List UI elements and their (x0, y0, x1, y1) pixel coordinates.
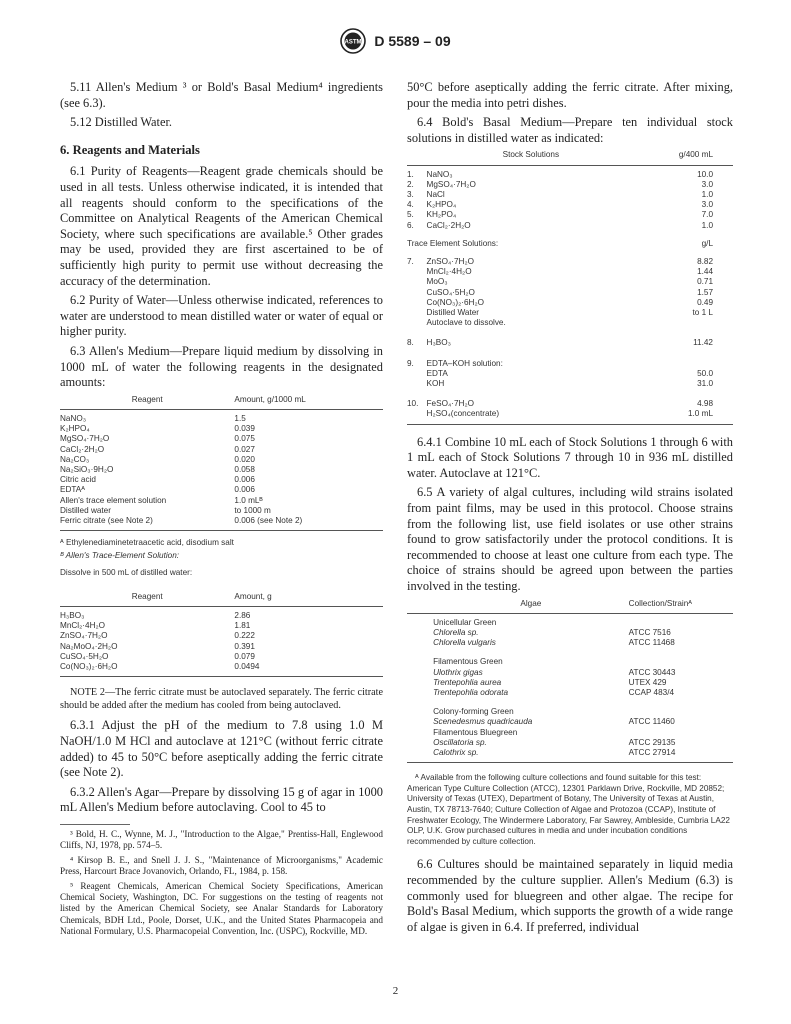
table-row: Distilled Water to 1 L (426, 308, 713, 318)
table-header: Stock Solutions g/400 mL (502, 150, 713, 160)
table-footnote-a: ᴬ Ethylenediaminetetraacetic acid, disodium salt (60, 538, 234, 548)
table-row: EDTAᴬ 0.006 (60, 485, 255, 495)
table-row: MnCl₂·4H₂O 1.44 (426, 267, 713, 277)
table-row: 10. FeSO₄·7H₂O 4.98 (407, 399, 713, 409)
para-6-6: 6.6 Cultures should be maintained separately in liquid media recommended by the culture supplier. Allen's Medium (6.3) is commonly used for bluegreen and other algae. The recipe for Bold's Basal Medium, which supports the growth of a wide range of algae is given in 6.4. If preferred, individual (407, 857, 733, 934)
table-row: Trentepohlia aurea UTEX 429 (433, 677, 667, 687)
table-row: MnCl₂·4H₂O 1.81 (60, 621, 251, 631)
algae-table-footnote: ᴬ Available from the following culture collections and found suitable for this test: American Type Culture Collection (ATCC), 12301 Parklawn Drive, Rockville, MD 20852; University of Texas (UTEX), Department of Botany, The University of Texas at Austin, Austin, TX 78713-7640; Culture Collection of Algae and Protozoa (CCAP), Institute of Freshwater Ecology, The Windermere Laboratory, Far Sawrey, Ambleside, Cumbria LA22 OLP, U.K. Grow purchased cultures in media and under incubation conditions recommended by culture collection. (407, 773, 730, 846)
left-column (60, 80, 383, 941)
table-row: Ulothrix gigas ATCC 30443 (433, 667, 676, 677)
table-row: Chlorella sp. ATCC 7516 (433, 627, 671, 637)
table-row: KOH 31.0 (426, 379, 713, 389)
table-row: Allen's trace element solution 1.0 mLᴮ (60, 495, 263, 505)
footnote-4: ⁴ Kirsop B. E., and Snell J. J. S., "Maintenance of Microorganisms," Academic Press, Harcourt Brace Jovanovich, Orlando, FL, 1984, p. 158. (60, 854, 383, 877)
table-row: Distilled water to 1000 m (60, 505, 271, 515)
para-6-5: 6.5 A variety of algal cultures, including wild strains isolated from paint films, may be used in this protocol. Choose strains from the following list, use field isolates or use other strains found to grow satisfactorily under the protocol conditions. It is recommended to choose at least one culture from each type. The choice of strains should be agreed upon between the parties involved in the testing. (407, 485, 733, 593)
para-5-11: 5.11 Allen's Medium ³ or Bold's Basal Medium⁴ ingredients (see 6.3). (60, 80, 383, 110)
table-row: 1. NaNO₃ 10.0 (407, 169, 713, 179)
table-header: Reagent Amount, g/1000 mL (131, 394, 306, 404)
right-column (407, 80, 733, 939)
table-row: K₂HPO₄ 0.039 (60, 424, 255, 434)
para-cont: 50°C before aseptically adding the ferric citrate. After mixing, pour the media into petri dishes. (407, 80, 733, 110)
para-6-3: 6.3 Allen's Medium—Prepare liquid medium by dissolving in 1000 mL of water the following reagents in the designated amounts: (60, 343, 383, 390)
note-2: NOTE 2—The ferric citrate must be autoclaved separately. The ferric citrate should be added after the medium has cooled from being autoclaved. (60, 687, 383, 711)
para-6-2: 6.2 Purity of Water—Unless otherwise indicated, references to water are understood to mean distilled water or water of equal or higher purity. (60, 293, 383, 339)
table-row: 4. K₂HPO₄ 3.0 (407, 200, 713, 210)
allens-medium-table (60, 395, 383, 578)
para-6-4: 6.4 Bold's Basal Medium—Prepare ten individual stock solutions in distilled water as indicated: (407, 115, 733, 145)
table-group-title: Filamentous Green (433, 657, 503, 667)
table-row: Na₂SiO₃·9H₂O 0.058 (60, 464, 255, 474)
table-row: Chlorella vulgaris ATCC 11468 (433, 638, 675, 648)
table-group-title: Unicellular Green (433, 617, 497, 627)
table-row: Scenedesmus quadricauda ATCC 11460 (433, 717, 675, 727)
page-number: 2 (392, 985, 399, 997)
para-6-4-1: 6.4.1 Combine 10 mL each of Stock Solutions 1 through 6 with 1 mL each of Stock Solutions 7 through 10 in 936 mL distilled water. Autoclave at 121°C. (407, 434, 733, 480)
para-5-12: 5.12 Distilled Water. (70, 115, 173, 130)
table-row: Co(NO₃)₂·6H₂O 0.0494 (60, 661, 260, 671)
table-row: 8. H₃BO₃ 11.42 (407, 338, 713, 348)
page-header (0, 28, 791, 54)
table-row: Na₂CO₃ 0.020 (60, 454, 255, 464)
para-6-3-2: 6.3.2 Allen's Agar—Prepare by dissolving 15 g of agar in 1000 mL Allen's Medium before autoclaving. Cool to 45 to (60, 784, 383, 815)
dissolve-note: Dissolve in 500 mL of distilled water: (60, 567, 193, 577)
table-header: Reagent Amount, g (131, 591, 272, 601)
table-row: Na₂MoO₄·2H₂O 0.391 (60, 641, 255, 651)
table-row: Ferric citrate (see Note 2) 0.006 (see Note 2) (60, 515, 303, 525)
table-header: Algae Collection/Strainᴬ (520, 598, 692, 608)
document-designation: D 5589 – 09 (374, 33, 451, 49)
table-row: Oscillatoria sp. ATCC 29135 (433, 737, 676, 747)
table-group-title: Colony-forming Green (433, 707, 514, 717)
table-group-title: Filamentous Bluegreen (433, 727, 518, 737)
algae-table (407, 599, 733, 848)
table-row: Co(NO₃)₂·6H₂O 0.49 (426, 297, 713, 307)
table-row: H₂SO₄(concentrate) 1.0 mL (426, 409, 713, 419)
table-row: EDTA 50.0 (426, 368, 713, 378)
table-row: Citric acid 0.006 (60, 475, 255, 485)
table-row: 5. KH₂PO₄ 7.0 (407, 210, 713, 220)
table-row: 9. EDTA–KOH solution: (407, 358, 503, 368)
table-row: Calothrix sp. ATCC 27914 (433, 748, 676, 758)
table-row: CuSO₄·5H₂O 1.57 (426, 287, 713, 297)
table-row: Autoclave to dissolve. (426, 318, 506, 328)
trace-element-table (60, 592, 383, 681)
table-subheader: Trace Element Solutions: g/L (407, 238, 713, 248)
table-row: 6. CaCl₂·2H₂O 1.0 (407, 220, 713, 230)
table-row: MgSO₄·7H₂O 0.075 (60, 434, 255, 444)
logo-text: ASTM (344, 39, 362, 46)
footnote-divider (60, 824, 130, 825)
astm-logo-icon (340, 28, 366, 54)
table-row: CuSO₄·5H₂O 0.079 (60, 651, 255, 661)
table-row: CaCl₂·2H₂O 0.027 (60, 444, 255, 454)
para-6-1: 6.1 Purity of Reagents—Reagent grade chemicals should be used in all tests. Unless otherwise indicated, it is intended that all reagents should conform to the specifications of the Committee on Analytical Reagents of the American Chemical Society, where such specifications are available.⁵ Other grades may be used, provided they are first ascertained to be of sufficiently high purity to permit use without decreasing the accuracy of the determination. (60, 164, 383, 288)
table-footnote-b: ᴮ Allen's Trace-Element Solution: (60, 551, 180, 561)
para-6-3-1: 6.3.1 Adjust the pH of the medium to 7.8 using 1.0 M NaOH/1.0 M HCl and autoclave at 121°C (without ferric citrate added) to 45 to 50°C before aseptically adding the ferric citrate (see Note 2). (60, 718, 383, 780)
section-heading: 6. Reagents and Materials (60, 142, 200, 157)
table-row: 3. NaCl 1.0 (407, 189, 713, 199)
table-row: MoO₃ 0.71 (426, 277, 713, 287)
bolds-medium-table (407, 150, 733, 428)
table-row: H₃BO₃ 2.86 (60, 610, 251, 620)
footnote-3: ³ Bold, H. C., Wynne, M. J., "Introduction to the Algae," Prentiss-Hall, Englewood Cliffs, NJ, 1978, pp. 574–5. (60, 828, 383, 851)
table-row: ZnSO₄·7H₂O 0.222 (60, 631, 255, 641)
table-row: NaNO₃ 1.5 (60, 413, 246, 423)
footnote-5: ⁵ Reagent Chemicals, American Chemical Society Specifications, American Chemical Society, Washington, DC. For suggestions on the testing of reagents not listed by the American Chemical Society, see Analar Standards for Laboratory Chemicals, BDH Ltd., Poole, Dorset, U.K., and the United States Pharmacopeia and National Formulary, U.S. Pharmacopeial Convention, Inc. (USPC), Rockville, MD. (60, 880, 383, 937)
table-row: 2. MgSO₄·7H₂O 3.0 (407, 179, 713, 189)
table-row: 7. ZnSO₄·7H₂O 8.82 (407, 257, 713, 266)
table-row: Trentepohlia odorata CCAP 483/4 (433, 688, 675, 697)
